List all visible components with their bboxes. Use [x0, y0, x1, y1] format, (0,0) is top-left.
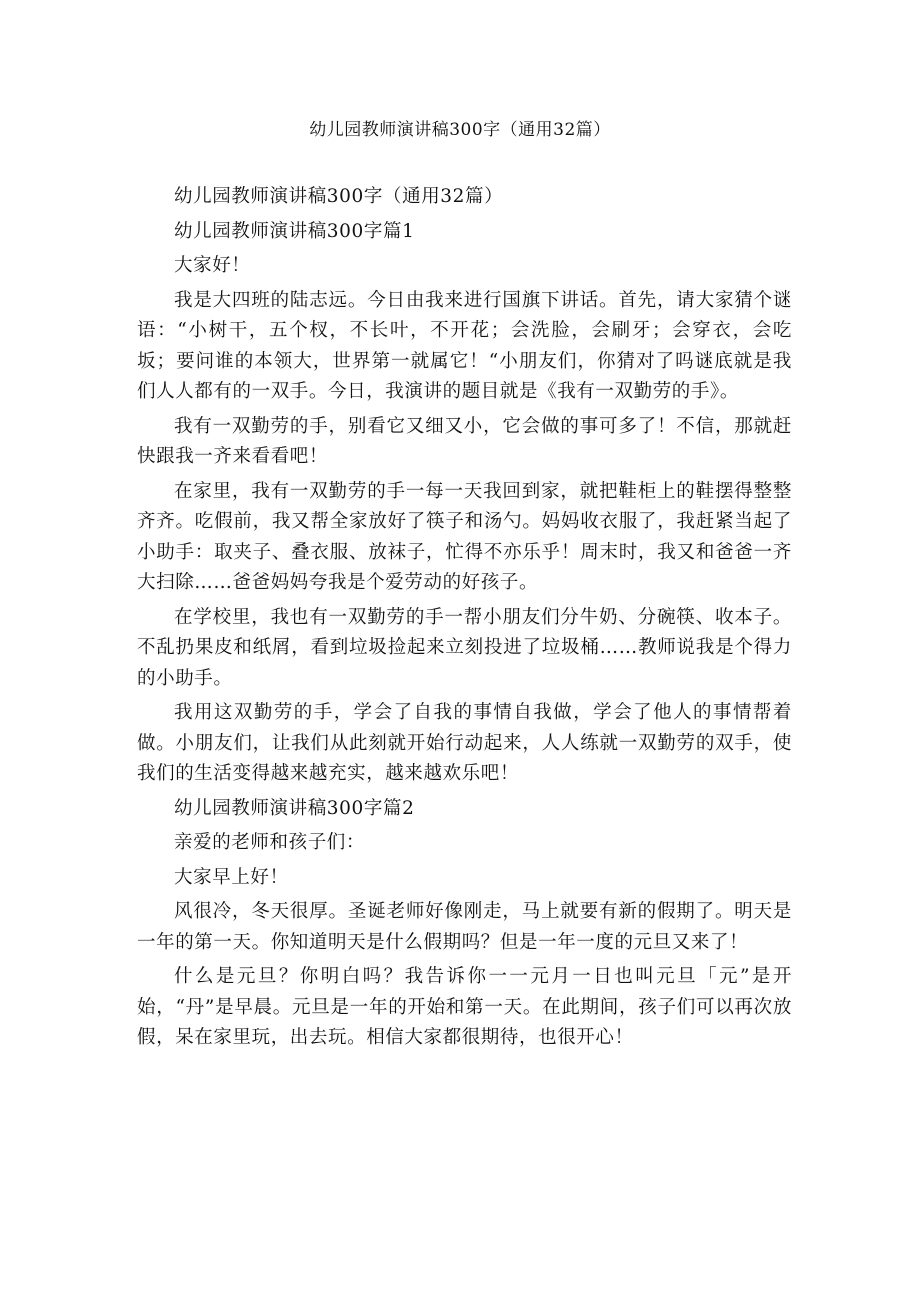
paragraph-salutation: 亲爱的老师和孩子们：: [174, 832, 366, 853]
paragraph-section-heading-1: 幼儿园教师演讲稿300字篇1: [174, 220, 415, 242]
paragraph-greeting: 大家早上好！: [174, 866, 289, 888]
paragraph-section-heading-2: 幼儿园教师演讲稿300字篇2: [174, 797, 415, 819]
paragraph: 什么是元旦？你明白吗？我告诉你一一元月一日也叫元旦「元”是开始，“丹”是早晨。元旦是一年的开始和第一天。在此期间，孩子们可以再次放假，呆在家里玩，出去玩。相信大家都很期待，也很开心！: [137, 966, 792, 1048]
paragraph: 我用这双勤劳的手，学会了自我的事情自我做，学会了他人的事情帮着做。小朋友们，让我们从此刻就开始行动起来，人人练就一双勤劳的双手，使我们的生活变得越来越充实，越来越欢乐吧！: [137, 702, 792, 784]
paragraph-subtitle: 幼儿园教师演讲稿300字（通用32篇）: [174, 186, 504, 207]
paragraph-greeting: 大家好！: [174, 255, 251, 276]
paragraph: 我是大四班的陆志远。今日由我来进行国旗下讲话。首先，请大家猜个谜语：“小树干，五个杈，不长叶，不开花；会洗脸，会刷牙；会穿衣，会吃坂；要问谁的本领大，世界第一就属它！“小朋友们，你猜对了吗谜底就是我们人人都有的一双手。今日，我演讲的题目就是《我有一双勤劳的手》。: [137, 289, 792, 402]
paragraph: 我有一双勤劳的手，别看它又细又小，它会做的事可多了！不信，那就赶快跟我一齐来看看吧！: [137, 415, 792, 467]
document-body: [137, 182, 792, 1058]
document-title: 幼儿园教师演讲稿300字（通用32篇）: [309, 120, 611, 140]
paragraph: 在学校里，我也有一双勤劳的手一帮小朋友们分牛奶、分碗筷、收本子。不乱扔果皮和纸屑，看到垃圾捡起来立刻投进了垃圾桶……教师说我是个得力的小助手。: [137, 606, 792, 689]
paragraph: 在家里，我有一双勤劳的手一每一天我回到家，就把鞋柜上的鞋摆得整整齐齐。吃假前，我又帮全家放好了筷子和汤勺。妈妈收衣服了，我赶紧当起了小助手：取夹子、叠衣服、放袜子，忙得不亦乐乎！周末时，我又和爸爸一齐大扫除……爸爸妈妈夸我是个爱劳动的好孩子。: [137, 480, 792, 593]
paragraph: 风很冷，冬天很厚。圣诞老师好像刚走，马上就要有新的假期了。明天是一年的第一天。你知道明天是什么假期吗？但是一年一度的元旦又来了！: [137, 901, 792, 953]
